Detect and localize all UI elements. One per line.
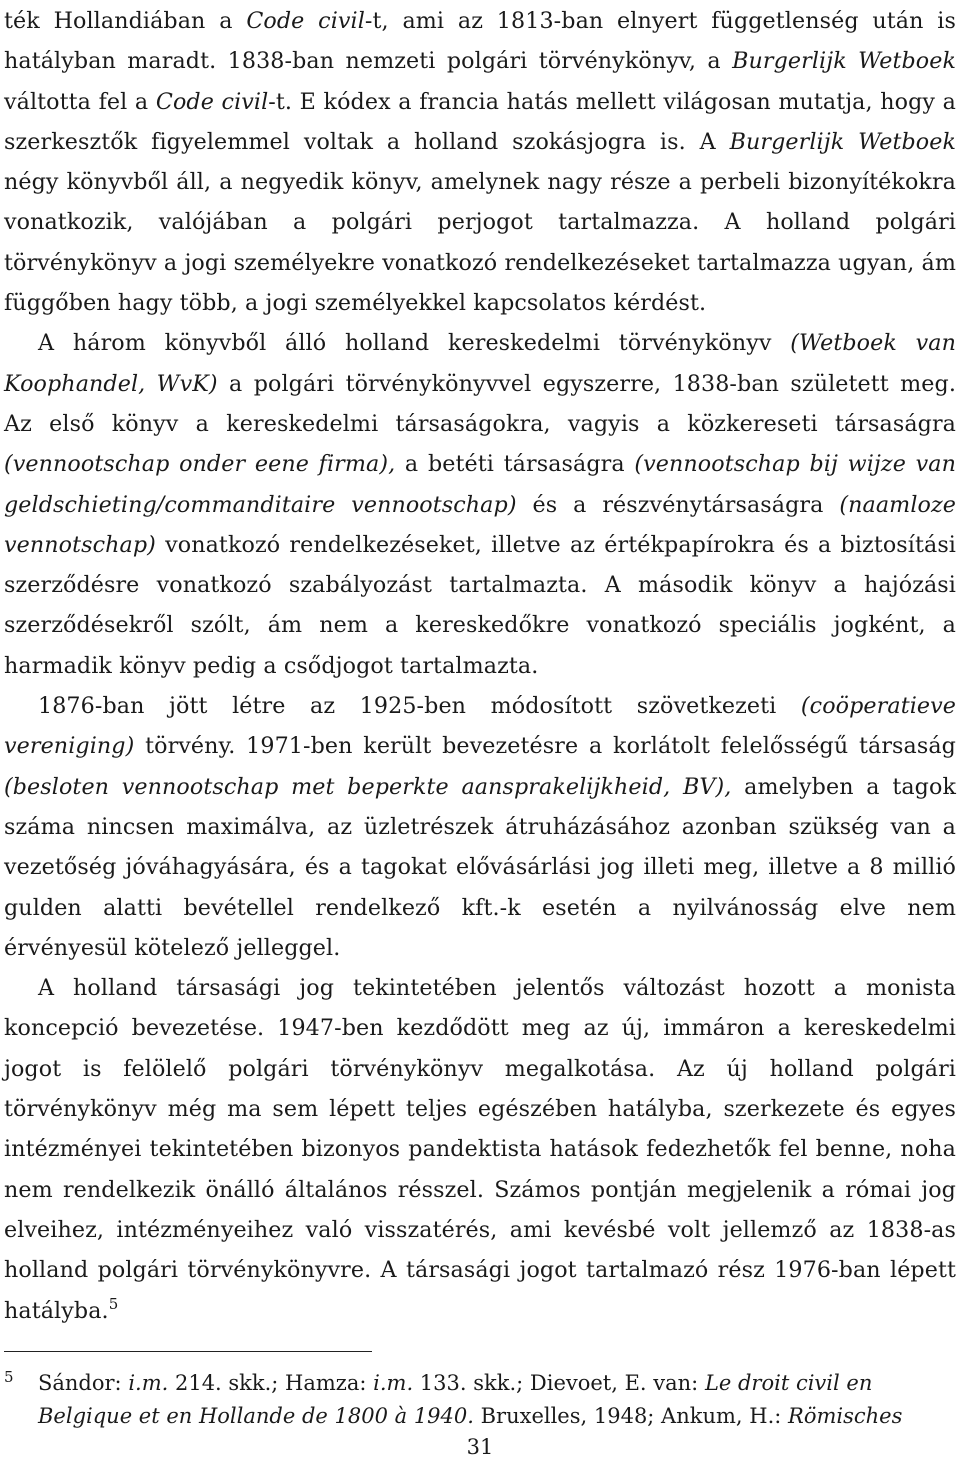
text-run: törvény. 1971-ben került bevezetésre a korlátolt felelősségű társaság [134, 733, 956, 760]
paragraph-2 [4, 323, 956, 686]
italic-text: (Wetboek van Koophandel, WvK) [4, 330, 957, 397]
text-run: a betéti társaságra [395, 451, 635, 478]
page-number: 31 [466, 1435, 494, 1459]
footnote-line-2 [4, 1400, 956, 1433]
paragraph-1 [4, 1, 956, 323]
text-run: A három könyvből álló holland kereskedelmi törvénykönyv [38, 330, 791, 357]
italic-text: Römisches [788, 1404, 903, 1428]
text-run: Bruxelles, 1948; Ankum, H.: [473, 1404, 789, 1428]
italic-text: (coöperatieve vereniging) [4, 693, 956, 760]
text-run: -t, ami az 1813-ban elnyert függetlenség után is hatályban maradt. 1838-ban nemzeti polgári törvénykönyv, a [4, 8, 956, 75]
italic-text: Belgique et en Hollande de 1800 à 1940. [38, 1404, 474, 1428]
text-run: 214. skk.; Hamza: [168, 1371, 374, 1395]
italic-text: i.m. [373, 1371, 414, 1395]
text-run: amelyben a tagok száma nincsen maximálva, az üzletrészek átruházásához azonban szükség van a vezetőség jóváhagyására, és a tagokat elővásárlási jog illeti meg, illetve a 8 millió gulden alatti bevétellel rendelkező kft.-k esetén a nyilvánosság elve nem érvényesül kötelező jelleggel. [4, 773, 956, 961]
text-run: és a részvénytársaságra [516, 491, 840, 518]
italic-text: Code civil [246, 8, 365, 34]
footnote [4, 1367, 956, 1433]
footnote-ref: 5 [108, 1294, 119, 1313]
text-run: Sándor: [38, 1371, 129, 1395]
text-run: A holland társasági jog tekintetében jelentős változást hozott a monista koncepció bevezetése. 1947-ben kezdődött meg az új, immáron a kereskedelmi jogot is felölelő polgári törvénykönyv megalkotása. Az új holland polgári törvénykönyv még ma sem lépett teljes egészében hatályba, szerkezete és egyes intézményei tekintetében bizonyos pandektista hatások fedezhetők fel benne, noha nem rendelkezik önálló általános résszel. Számos pontján megjelenik a római jog elveihez, intézményeihez való visszatérés, ami kevésbé volt jellemző az 1838-as holland polgári törvénykönyvre. A társasági jogot tartalmazó rész 1976-ban lépett hatályba. [4, 975, 956, 1324]
footnote-rule [4, 1351, 372, 1352]
paragraph-4 [4, 968, 956, 1331]
body-text [4, 0, 956, 1331]
italic-text: Code civil [155, 88, 269, 115]
text-run: a polgári törvénykönyvvel egyszerre, 1838-ban született meg. Az első könyv a kereskedelmi társaságokra, vagyis a közkereseti társaságra [4, 370, 956, 437]
italic-text: (vennootschap bij wijze van geldschieting/commanditaire vennootschap) [4, 451, 956, 518]
italic-text: (vennootschap onder eene firma), [4, 451, 396, 478]
text-run: -t. E kódex a francia hatás mellett világosan mutatja, hogy a szerkesztők figyelemmel voltak a holland szokásjogra is. A [4, 88, 956, 155]
italic-text: Burgerlijk Wetboek [732, 48, 957, 75]
text-run: ték Hollandiában a [4, 8, 247, 34]
text-run: vonatkozó rendelkezéseket, illetve az értékpapírokra és a biztosítási szerződésre vonatkozó szabályozást tartalmazta. A második könyv a hajózási szerződésekről szólt, ám nem a kereskedőkre vonatkozó speciális jogként, a harmadik könyv pedig a csődjogot tartalmazta. [4, 531, 956, 679]
text-run: 1876-ban jött létre az 1925-ben módosított szövetkezeti [38, 693, 801, 720]
italic-text: (besloten vennootschap met beperkte aansprakelijkheid, BV), [4, 773, 732, 800]
italic-text: Burgerlijk Wetboek [729, 128, 957, 155]
italic-text: (naamloze vennotschap) [4, 491, 956, 558]
footnote-number: 5 [4, 1368, 14, 1386]
italic-text: i.m. [128, 1371, 169, 1395]
footnote-line-1 [4, 1367, 956, 1400]
text-run: 133. skk.; Dievoet, E. van: [413, 1371, 705, 1395]
italic-text: Le droit civil en [704, 1371, 873, 1395]
paragraph-3 [4, 686, 956, 968]
text-run: négy könyvből áll, a negyedik könyv, amelynek nagy része a perbeli bizonyítékokra vonatkozik, valójában a polgári perjogot tartalmazza. A holland polgári törvénykönyv a jogi személyekre vonatkozó rendelkezéseket tartalmazza ugyan, ám függőben hagy több, a jogi személyekkel kapcsolatos kérdést. [4, 169, 956, 317]
text-run: váltotta fel a [4, 88, 156, 115]
